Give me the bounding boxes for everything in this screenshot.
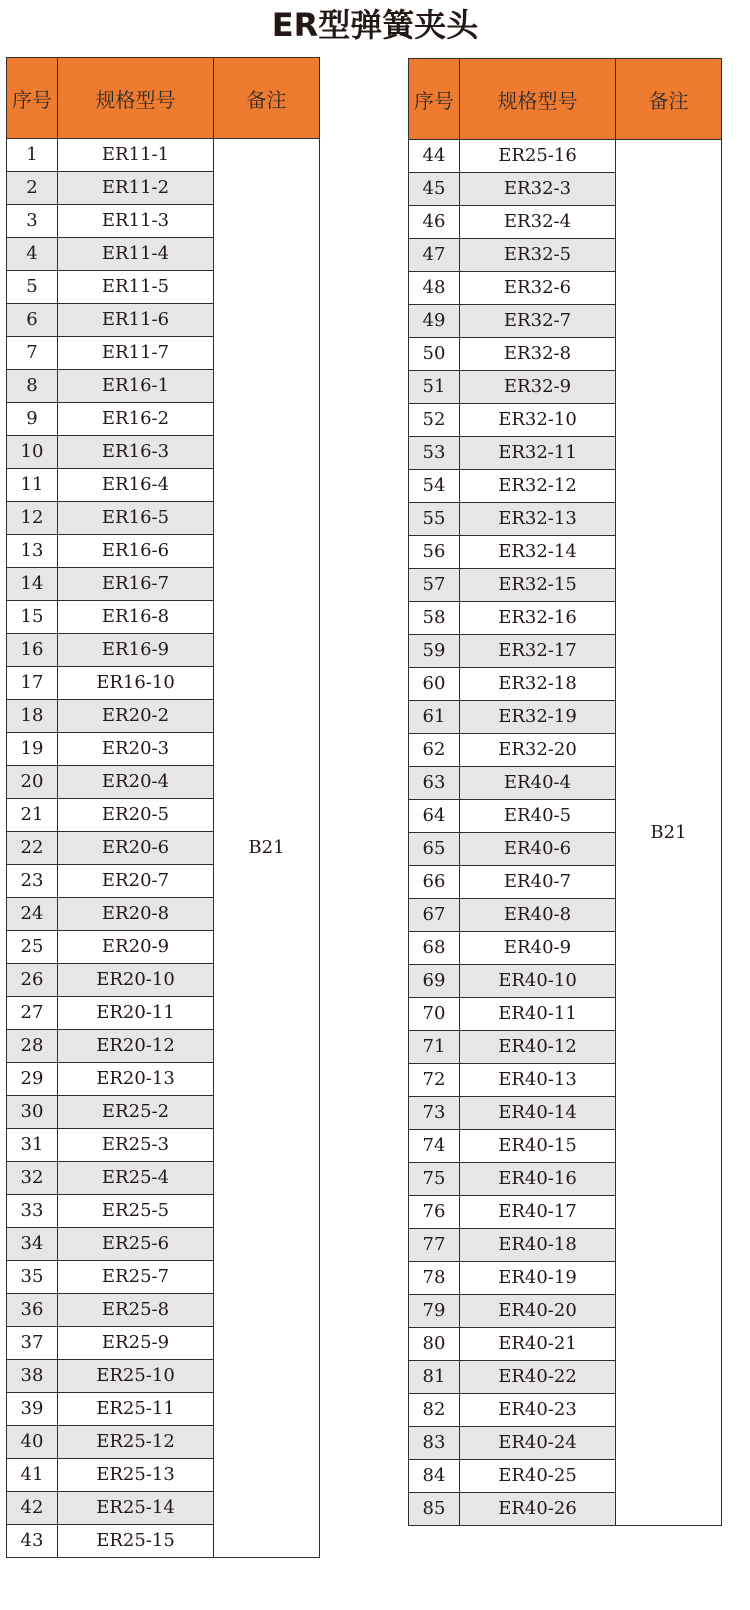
row-model: ER25-3 (58, 1129, 214, 1162)
row-model: ER40-13 (460, 1064, 616, 1097)
row-seq: 54 (409, 470, 460, 503)
row-seq: 67 (409, 899, 460, 932)
row-seq: 55 (409, 503, 460, 536)
row-seq: 63 (409, 767, 460, 800)
row-seq: 73 (409, 1097, 460, 1130)
row-seq: 22 (7, 832, 58, 865)
row-model: ER25-2 (58, 1096, 214, 1129)
row-seq: 38 (7, 1360, 58, 1393)
row-seq: 75 (409, 1163, 460, 1196)
header-seq: 序号 (409, 59, 460, 140)
row-seq: 58 (409, 602, 460, 635)
row-seq: 2 (7, 172, 58, 205)
table-body (7, 139, 320, 1558)
row-seq: 32 (7, 1162, 58, 1195)
row-model: ER25-9 (58, 1327, 214, 1360)
row-seq: 65 (409, 833, 460, 866)
row-model: ER25-8 (58, 1294, 214, 1327)
row-model: ER25-11 (58, 1393, 214, 1426)
row-seq: 3 (7, 205, 58, 238)
row-model: ER40-9 (460, 932, 616, 965)
row-seq: 57 (409, 569, 460, 602)
row-seq: 9 (7, 403, 58, 436)
header-note: 备注 (616, 59, 722, 140)
row-model: ER25-7 (58, 1261, 214, 1294)
row-model: ER32-10 (460, 404, 616, 437)
row-seq: 50 (409, 338, 460, 371)
row-seq: 83 (409, 1427, 460, 1460)
row-seq: 45 (409, 173, 460, 206)
row-seq: 35 (7, 1261, 58, 1294)
row-model: ER32-19 (460, 701, 616, 734)
row-seq: 44 (409, 140, 460, 173)
row-model: ER32-4 (460, 206, 616, 239)
row-model: ER16-5 (58, 502, 214, 535)
row-model: ER16-10 (58, 667, 214, 700)
row-seq: 36 (7, 1294, 58, 1327)
row-seq: 74 (409, 1130, 460, 1163)
row-seq: 79 (409, 1295, 460, 1328)
row-model: ER32-6 (460, 272, 616, 305)
row-model: ER40-19 (460, 1262, 616, 1295)
row-seq: 34 (7, 1228, 58, 1261)
row-model: ER20-12 (58, 1030, 214, 1063)
row-seq: 47 (409, 239, 460, 272)
row-seq: 6 (7, 304, 58, 337)
row-model: ER25-16 (460, 140, 616, 173)
row-seq: 5 (7, 271, 58, 304)
row-seq: 20 (7, 766, 58, 799)
row-seq: 60 (409, 668, 460, 701)
row-model: ER16-1 (58, 370, 214, 403)
row-model: ER32-14 (460, 536, 616, 569)
row-model: ER16-8 (58, 601, 214, 634)
row-model: ER16-3 (58, 436, 214, 469)
row-model: ER40-24 (460, 1427, 616, 1460)
row-model: ER40-5 (460, 800, 616, 833)
row-model: ER20-2 (58, 700, 214, 733)
row-model: ER11-6 (58, 304, 214, 337)
row-seq: 76 (409, 1196, 460, 1229)
row-seq: 78 (409, 1262, 460, 1295)
row-model: ER11-1 (58, 139, 214, 172)
row-seq: 61 (409, 701, 460, 734)
row-model: ER32-11 (460, 437, 616, 470)
row-model: ER25-4 (58, 1162, 214, 1195)
row-model: ER20-9 (58, 931, 214, 964)
table-row (7, 139, 320, 172)
row-seq: 28 (7, 1030, 58, 1063)
row-model: ER32-7 (460, 305, 616, 338)
row-seq: 19 (7, 733, 58, 766)
row-seq: 14 (7, 568, 58, 601)
table-row (409, 140, 722, 173)
row-seq: 8 (7, 370, 58, 403)
row-seq: 10 (7, 436, 58, 469)
row-model: ER25-13 (58, 1459, 214, 1492)
row-seq: 39 (7, 1393, 58, 1426)
row-seq: 72 (409, 1064, 460, 1097)
row-seq: 27 (7, 997, 58, 1030)
row-model: ER11-2 (58, 172, 214, 205)
row-model: ER40-17 (460, 1196, 616, 1229)
row-model: ER20-7 (58, 865, 214, 898)
row-model: ER20-6 (58, 832, 214, 865)
row-model: ER40-11 (460, 998, 616, 1031)
row-model: ER32-9 (460, 371, 616, 404)
row-seq: 21 (7, 799, 58, 832)
row-model: ER40-21 (460, 1328, 616, 1361)
row-model: ER40-15 (460, 1130, 616, 1163)
row-model: ER32-12 (460, 470, 616, 503)
row-seq: 4 (7, 238, 58, 271)
row-model: ER32-18 (460, 668, 616, 701)
row-seq: 56 (409, 536, 460, 569)
row-model: ER40-20 (460, 1295, 616, 1328)
row-model: ER20-8 (58, 898, 214, 931)
row-seq: 15 (7, 601, 58, 634)
row-model: ER20-4 (58, 766, 214, 799)
row-model: ER40-8 (460, 899, 616, 932)
row-model: ER32-3 (460, 173, 616, 206)
row-model: ER25-15 (58, 1525, 214, 1558)
header-seq: 序号 (7, 58, 58, 139)
row-seq: 40 (7, 1426, 58, 1459)
row-seq: 11 (7, 469, 58, 502)
row-model: ER16-7 (58, 568, 214, 601)
row-model: ER40-25 (460, 1460, 616, 1493)
collet-table-right (408, 58, 722, 1526)
row-seq: 37 (7, 1327, 58, 1360)
row-seq: 80 (409, 1328, 460, 1361)
row-model: ER32-8 (460, 338, 616, 371)
page-title: ER型弹簧夹头 (271, 6, 479, 44)
row-model: ER32-13 (460, 503, 616, 536)
header-model: 规格型号 (58, 58, 214, 139)
row-model: ER11-5 (58, 271, 214, 304)
row-model: ER40-6 (460, 833, 616, 866)
row-seq: 68 (409, 932, 460, 965)
row-seq: 18 (7, 700, 58, 733)
row-model: ER11-4 (58, 238, 214, 271)
row-seq: 81 (409, 1361, 460, 1394)
row-seq: 29 (7, 1063, 58, 1096)
row-seq: 84 (409, 1460, 460, 1493)
row-seq: 59 (409, 635, 460, 668)
row-model: ER40-26 (460, 1493, 616, 1526)
row-model: ER25-6 (58, 1228, 214, 1261)
row-model: ER32-15 (460, 569, 616, 602)
row-seq: 12 (7, 502, 58, 535)
row-note: B21 (214, 139, 320, 1558)
row-model: ER16-2 (58, 403, 214, 436)
row-model: ER40-12 (460, 1031, 616, 1064)
table-body (409, 140, 722, 1526)
row-model: ER40-14 (460, 1097, 616, 1130)
row-model: ER32-17 (460, 635, 616, 668)
row-seq: 46 (409, 206, 460, 239)
row-seq: 51 (409, 371, 460, 404)
row-model: ER25-12 (58, 1426, 214, 1459)
row-seq: 31 (7, 1129, 58, 1162)
row-model: ER25-10 (58, 1360, 214, 1393)
row-seq: 69 (409, 965, 460, 998)
row-model: ER40-22 (460, 1361, 616, 1394)
row-seq: 70 (409, 998, 460, 1031)
table-header-row (7, 58, 320, 139)
row-seq: 85 (409, 1493, 460, 1526)
row-seq: 82 (409, 1394, 460, 1427)
row-seq: 62 (409, 734, 460, 767)
row-seq: 52 (409, 404, 460, 437)
row-seq: 25 (7, 931, 58, 964)
row-model: ER40-7 (460, 866, 616, 899)
collet-table-left (6, 57, 320, 1558)
row-seq: 48 (409, 272, 460, 305)
row-model: ER16-6 (58, 535, 214, 568)
row-seq: 41 (7, 1459, 58, 1492)
header-note: 备注 (214, 58, 320, 139)
row-model: ER20-13 (58, 1063, 214, 1096)
row-seq: 7 (7, 337, 58, 370)
row-model: ER25-5 (58, 1195, 214, 1228)
header-model: 规格型号 (460, 59, 616, 140)
row-model: ER40-23 (460, 1394, 616, 1427)
row-model: ER20-10 (58, 964, 214, 997)
row-seq: 33 (7, 1195, 58, 1228)
row-model: ER20-5 (58, 799, 214, 832)
row-seq: 77 (409, 1229, 460, 1262)
row-model: ER40-4 (460, 767, 616, 800)
row-seq: 71 (409, 1031, 460, 1064)
row-seq: 66 (409, 866, 460, 899)
row-model: ER32-16 (460, 602, 616, 635)
row-model: ER40-18 (460, 1229, 616, 1262)
row-model: ER32-20 (460, 734, 616, 767)
row-model: ER11-3 (58, 205, 214, 238)
row-seq: 23 (7, 865, 58, 898)
row-model: ER11-7 (58, 337, 214, 370)
row-seq: 16 (7, 634, 58, 667)
row-seq: 26 (7, 964, 58, 997)
row-note: B21 (616, 140, 722, 1526)
row-seq: 24 (7, 898, 58, 931)
row-seq: 1 (7, 139, 58, 172)
row-model: ER20-11 (58, 997, 214, 1030)
row-model: ER40-10 (460, 965, 616, 998)
row-seq: 17 (7, 667, 58, 700)
row-model: ER16-4 (58, 469, 214, 502)
row-seq: 49 (409, 305, 460, 338)
row-model: ER25-14 (58, 1492, 214, 1525)
row-seq: 13 (7, 535, 58, 568)
row-seq: 30 (7, 1096, 58, 1129)
row-model: ER32-5 (460, 239, 616, 272)
row-seq: 64 (409, 800, 460, 833)
row-seq: 43 (7, 1525, 58, 1558)
row-model: ER40-16 (460, 1163, 616, 1196)
row-seq: 53 (409, 437, 460, 470)
row-model: ER16-9 (58, 634, 214, 667)
row-seq: 42 (7, 1492, 58, 1525)
row-model: ER20-3 (58, 733, 214, 766)
table-header-row (409, 59, 722, 140)
